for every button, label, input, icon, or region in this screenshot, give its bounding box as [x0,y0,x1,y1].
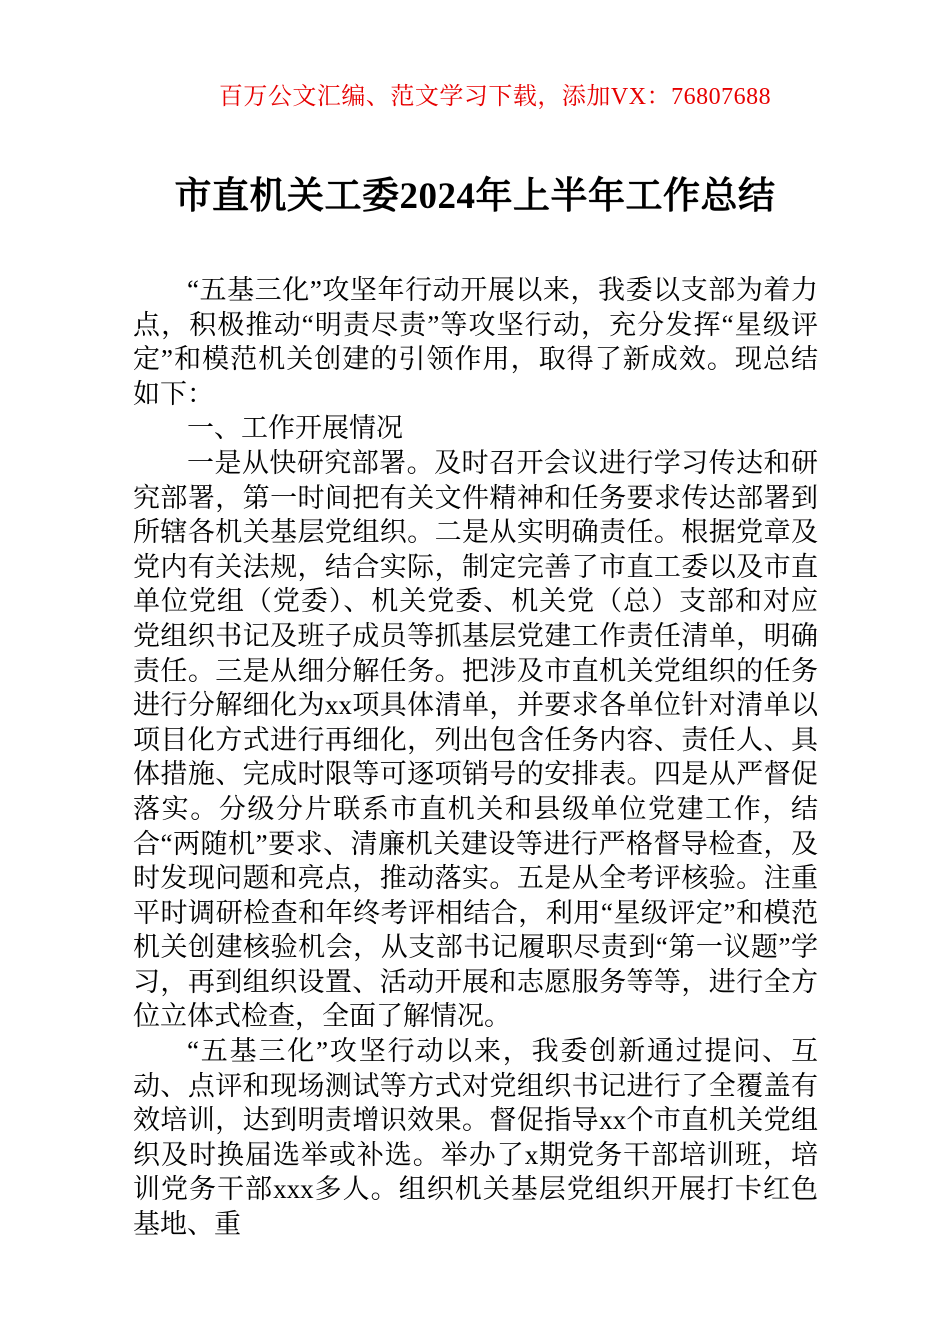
document-body [133,273,818,1242]
section-heading-work-progress: 一、工作开展情况 [187,413,403,444]
document-title: 市直机关工委2024年上半年工作总结 [174,176,776,217]
paragraph-training-results: “五基三化”攻坚行动以来，我委创新通过提问、互动、点评和现场测试等方式对党组织书记进行了全覆盖有效培训，达到明责增识效果。督促指导xx个市直机关党组织及时换届选举或补选。举办了x期党务干部培训班，培训党务干部xxx多人。组织机关基层党组织开展打卡红色基地、重 [133,1036,818,1240]
paragraph-work-measures: 一是从快研究部署。及时召开会议进行学习传达和研究部署，第一时间把有关文件精神和任务要求传达部署到所辖各机关基层党组织。二是从实明确责任。根据党章及党内有关法规，结合实际，制定完善了市直工委以及市直单位党组（党委）、机关党委、机关党（总）支部和对应党组织书记及班子成员等抓基层党建工作责任清单，明确责任。三是从细分解任务。把涉及市直机关党组织的任务进行分解细化为xx项具体清单，并要求各单位针对清单以项目化方式进行再细化，列出包含任务内容、责任人、具体措施、完成时限等可逐项销号的安排表。四是从严督促落实。分级分片联系市直机关和县级单位党建工作，结合“两随机”要求、清廉机关建设等进行严格督导检查，及时发现问题和亮点，推动落实。五是从全考评核验。注重平时调研检查和年终考评相结合，利用“星级评定”和模范机关创建核验机会，从支部书记履职尽责到“第一议题”学习，再到组织设置、活动开展和志愿服务等等，进行全方位立体式检查，全面了解情况。 [133,447,818,1032]
watermark-notice: 百万公文汇编、范文学习下载，添加VX：76807688 [218,84,772,110]
paragraph-intro: “五基三化”攻坚年行动开展以来，我委以支部为着力点，积极推动“明责尽责”等攻坚行动，充分发挥“星级评定”和模范机关创建的引领作用，取得了新成效。现总结如下： [133,275,818,409]
